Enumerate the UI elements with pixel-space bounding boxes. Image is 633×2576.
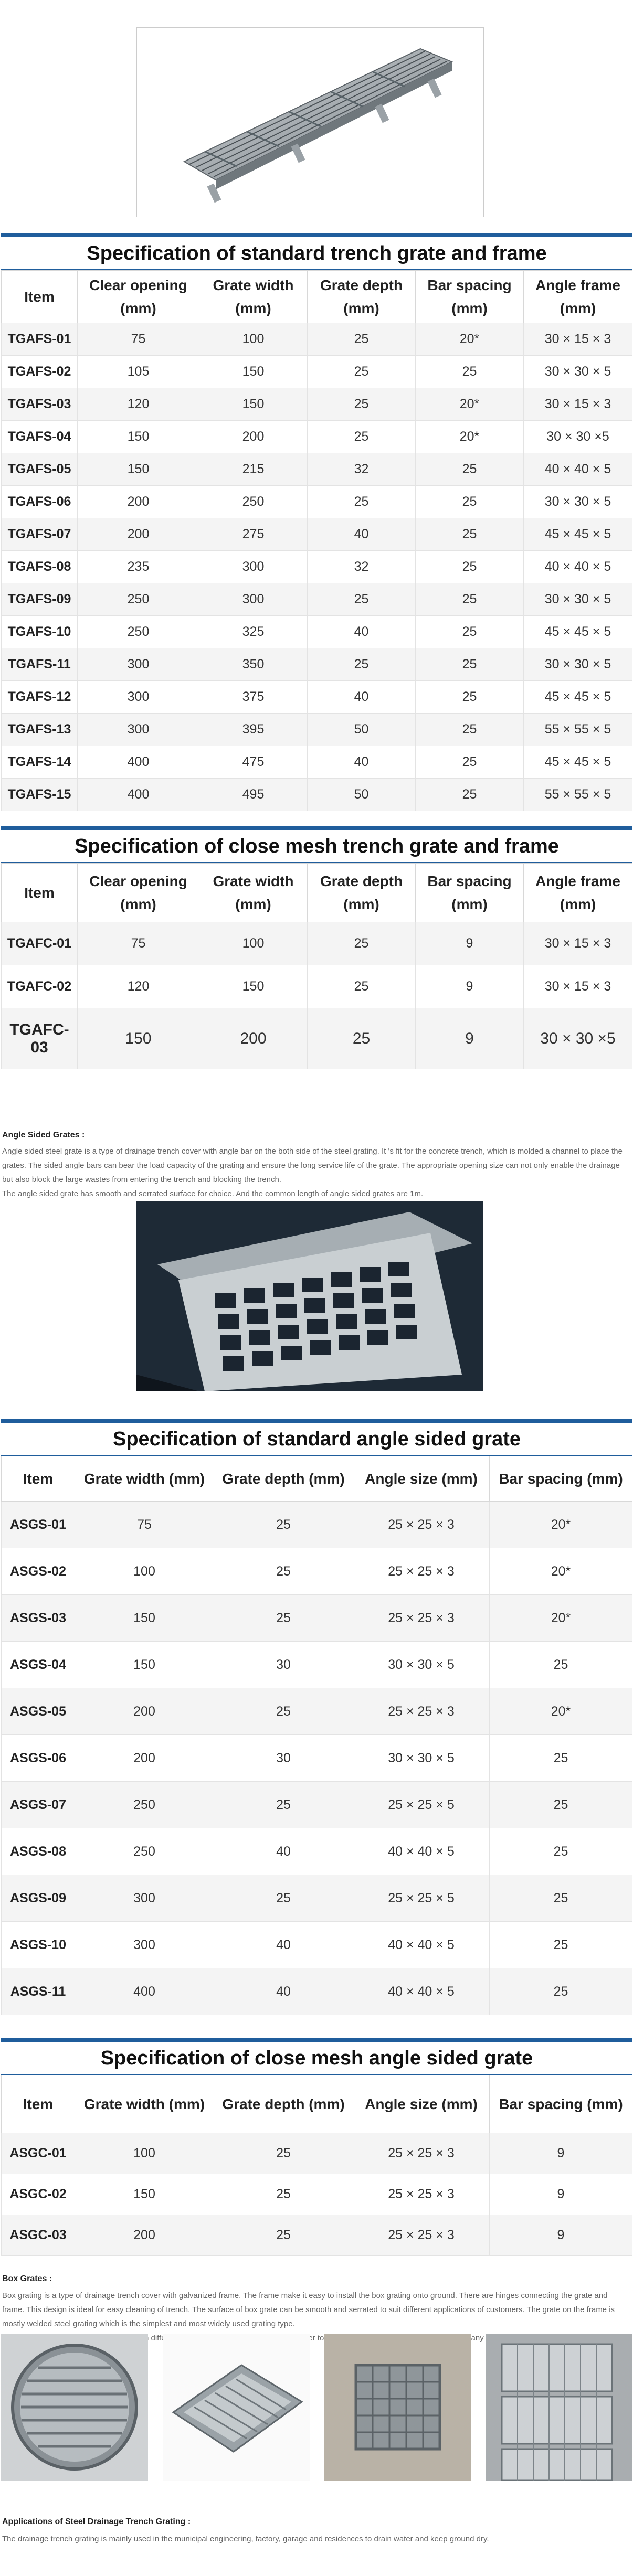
spec-value-cell: 32 [308,551,416,583]
spec-value-cell: 475 [199,746,308,779]
column-header-grate-width: Grate width (mm) [75,2075,214,2133]
table-row [2,583,632,616]
spec-value-cell: 25 [308,922,416,965]
column-header-grate-depth: Grate depth (mm) [308,864,416,922]
spec-value-cell: 20* [416,421,524,453]
spec-value-cell: 400 [78,746,199,779]
spec-value-cell: 250 [75,1828,214,1875]
spec-value-cell: 25 [416,356,524,388]
item-code-cell: TGAFS-01 [2,323,78,356]
spec-value-cell: 100 [75,2133,214,2174]
spec-value-cell: 45 × 45 × 5 [524,616,632,648]
spec-value-cell: 25 [214,1782,353,1828]
table-row [2,1875,632,1922]
spec-value-cell: 250 [78,583,199,616]
spec-value-cell: 100 [199,323,308,356]
spec-value-cell: 25 [308,486,416,518]
spec-value-cell: 25 × 25 × 3 [353,1688,490,1735]
item-code-cell: ASGS-09 [2,1875,75,1922]
standard-trench-grate-table [1,233,632,811]
spec-value-cell: 30 × 15 × 3 [524,965,632,1008]
spec-value-cell: 150 [199,356,308,388]
spec-value-cell: 325 [199,616,308,648]
spec-value-cell: 55 × 55 × 5 [524,714,632,746]
spec-value-cell: 150 [78,1008,199,1069]
spec-value-cell: 120 [78,388,199,421]
spec-value-cell: 25 [308,356,416,388]
spec-value-cell: 200 [75,1688,214,1735]
table-row [2,681,632,714]
table-row [2,2133,632,2174]
spec-value-cell: 250 [78,616,199,648]
column-header-bar-spacing: Bar spacing (mm) [490,2075,632,2133]
spec-value-cell: 25 × 25 × 3 [353,2215,490,2256]
spec-value-cell: 30 × 30 × 5 [524,356,632,388]
spec-value-cell: 375 [199,681,308,714]
table-title: Specification of close mesh trench grate and frame [1,826,632,863]
spec-value-cell: 25 [490,1642,632,1688]
spec-value-cell: 235 [78,551,199,583]
spec-value-cell: 75 [78,922,199,965]
table-row [2,714,632,746]
column-header-bar-spacing: Bar spacing (mm) [416,271,524,323]
table-row [2,323,632,356]
spec-value-cell: 40 × 40 × 5 [353,1922,490,1968]
table-row [2,746,632,779]
close-mesh-trench-grate-table [1,826,632,1069]
spec-value-cell: 25 [416,453,524,486]
spec-value-cell: 200 [199,421,308,453]
spec-value-cell: 300 [199,551,308,583]
spec-value-cell: 45 × 45 × 5 [524,518,632,551]
table-row [2,421,632,453]
column-header-angle-size: Angle size (mm) [353,2075,490,2133]
item-code-cell: TGAFC-01 [2,922,78,965]
spec-value-cell: 30 × 30 ×5 [524,1008,632,1069]
item-code-cell: TGAFS-13 [2,714,78,746]
spec-value-cell: 25 [214,1502,353,1548]
table-standard-trench-grate-section [0,233,633,811]
item-code-cell: ASGC-03 [2,2215,75,2256]
spec-value-cell: 395 [199,714,308,746]
column-header-clear-opening: Clear opening (mm) [78,271,199,323]
spec-value-cell: 25 [308,388,416,421]
spec-value-cell: 250 [199,486,308,518]
item-code-cell: TGAFS-02 [2,356,78,388]
spec-value-cell: 20* [490,1502,632,1548]
table-row [2,356,632,388]
table-close-mesh-trench-grate-section [0,826,633,1069]
spec-value-cell: 25 [416,681,524,714]
spec-value-cell: 40 [308,746,416,779]
item-code-cell: TGAFS-04 [2,421,78,453]
spec-value-cell: 25 [214,2133,353,2174]
spec-value-cell: 40 × 40 × 5 [353,1968,490,2015]
spec-value-cell: 55 × 55 × 5 [524,779,632,811]
spec-value-cell: 150 [75,2174,214,2215]
spec-value-cell: 30 × 15 × 3 [524,388,632,421]
spec-value-cell: 300 [199,583,308,616]
spec-value-cell: 215 [199,453,308,486]
spec-value-cell: 40 [214,1968,353,2015]
item-code-cell: TGAFS-12 [2,681,78,714]
table-row [2,1595,632,1642]
table-close-mesh-angle-sided-grate-section [0,2038,633,2256]
table-row [2,1968,632,2015]
spec-value-cell: 30 [214,1735,353,1782]
spec-value-cell: 25 × 25 × 5 [353,1875,490,1922]
column-header-grate-width: Grate width (mm) [199,271,308,323]
paragraph: The angle sided grate has smooth and serrated surface for choice. And the common length of angle sided grates are 1m. [2,1189,424,1198]
paragraph: to any [317,2334,484,2343]
table-row [2,1548,632,1595]
column-header-item: Item [2,864,78,922]
item-code-cell: TGAFS-03 [2,388,78,421]
item-code-cell: TGAFS-05 [2,453,78,486]
spec-value-cell: 20* [490,1595,632,1642]
spec-value-cell: 30 [214,1642,353,1688]
standard-angle-sided-grate-table [1,1419,632,2015]
table-row [2,1735,632,1782]
spec-value-cell: 9 [416,922,524,965]
spec-value-cell: 25 [308,421,416,453]
item-code-cell: TGAFC-02 [2,965,78,1008]
table-row [2,648,632,681]
box-grates-heading: Box Grates : [2,2274,52,2283]
spec-value-cell: 30 × 15 × 3 [524,922,632,965]
spec-value-cell: 9 [490,2215,632,2256]
spec-value-cell: 495 [199,779,308,811]
spec-value-cell: 350 [199,648,308,681]
table-title: Specification of close mesh angle sided grate [1,2038,632,2075]
column-header-bar-spacing: Bar spacing (mm) [490,1456,632,1502]
spec-value-cell: 9 [416,965,524,1008]
spec-value-cell: 40 [308,616,416,648]
spec-value-cell: 25 [490,1968,632,2015]
spec-value-cell: 25 × 25 × 5 [353,1782,490,1828]
spec-value-cell: 30 × 30 ×5 [524,421,632,453]
spec-value-cell: 400 [75,1968,214,2015]
applications-heading: Applications of Steel Drainage Trench Grating : [2,2517,191,2526]
spec-value-cell: 30 × 15 × 3 [524,323,632,356]
spec-value-cell: 300 [75,1875,214,1922]
item-code-cell: ASGC-01 [2,2133,75,2174]
item-code-cell: ASGS-03 [2,1595,75,1642]
table-row [2,551,632,583]
table-row [2,1642,632,1688]
table-title: Specification of standard angle sided grate [1,1419,632,1456]
installed-box-grate-image [324,2334,471,2481]
spec-value-cell: 30 × 30 × 5 [524,486,632,518]
spec-value-cell: 25 [214,1548,353,1595]
spec-value-cell: 40 × 40 × 5 [524,551,632,583]
table-row [2,518,632,551]
spec-value-cell: 25 [416,486,524,518]
item-code-cell: TGAFS-14 [2,746,78,779]
table-row [2,922,632,965]
column-header-grate-depth: Grate depth (mm) [214,2075,353,2133]
spec-value-cell: 150 [78,453,199,486]
item-code-cell: ASGC-02 [2,2174,75,2215]
item-code-cell: ASGS-01 [2,1502,75,1548]
spec-value-cell: 20* [490,1548,632,1595]
item-code-cell: ASGS-02 [2,1548,75,1595]
spec-value-cell: 25 [490,1875,632,1922]
column-header-bar-spacing: Bar spacing (mm) [416,864,524,922]
spec-value-cell: 25 [214,1688,353,1735]
column-header-grate-depth: Grate depth (mm) [308,271,416,323]
item-code-cell: TGAFS-15 [2,779,78,811]
spec-value-cell: 25 [416,583,524,616]
spec-value-cell: 30 × 30 × 5 [353,1735,490,1782]
spec-value-cell: 40 × 40 × 5 [353,1828,490,1875]
spec-value-cell: 150 [75,1595,214,1642]
angle-sided-grate-image [136,1201,483,1391]
spec-value-cell: 40 [214,1922,353,1968]
item-code-cell: ASGS-10 [2,1922,75,1968]
spec-value-cell: 25 [308,965,416,1008]
spec-value-cell: 45 × 45 × 5 [524,681,632,714]
table-row [2,2174,632,2215]
spec-value-cell: 200 [75,2215,214,2256]
spec-value-cell: 25 [416,714,524,746]
spec-value-cell: 100 [75,1548,214,1595]
table-row [2,779,632,811]
item-code-cell: TGAFS-06 [2,486,78,518]
table-row [2,2215,632,2256]
spec-value-cell: 40 [308,681,416,714]
spec-value-cell: 32 [308,453,416,486]
spec-value-cell: 25 [308,323,416,356]
spec-value-cell: 45 × 45 × 5 [524,746,632,779]
spec-value-cell: 200 [199,1008,308,1069]
galvanized-box-grates-image [486,2334,632,2481]
spec-value-cell: 25 [308,648,416,681]
spec-value-cell: 40 [308,518,416,551]
spec-value-cell: 150 [75,1642,214,1688]
column-header-grate-depth: Grate depth (mm) [214,1456,353,1502]
spec-value-cell: 40 × 40 × 5 [524,453,632,486]
spec-value-cell: 300 [75,1922,214,1968]
spec-value-cell: 25 [416,616,524,648]
spec-value-cell: 25 [308,1008,416,1069]
paragraph: The drainage trench grating is mainly used in the municipal engineering, factory, garage and residences to drain water and keep ground dry. [2,2535,489,2543]
angle-sided-grates-heading: Angle Sided Grates : [2,1131,85,1140]
paragraph: Angle sided steel grate is a type of drainage trench cover with angle bar on the both side of the steel grating. It 's fit for the concrete trench, which is molded a channel to place the grates. The sided angle bars can bear the load capacity of the grating and ensure the long service life of the grate. The appropriate opening size can not only enable the drainage but also block the large wastes from entering the trench and blocking the trench. [2,1147,623,1184]
table-row [2,453,632,486]
item-code-cell: ASGS-11 [2,1968,75,2015]
spec-value-cell: 25 [490,1922,632,1968]
column-header-clear-opening: Clear opening (mm) [78,864,199,922]
spec-value-cell: 25 [214,2174,353,2215]
item-code-cell: TGAFS-07 [2,518,78,551]
spec-value-cell: 20* [416,388,524,421]
spec-value-cell: 30 × 30 × 5 [524,583,632,616]
round-box-grate-image [1,2334,148,2481]
spec-value-cell: 120 [78,965,199,1008]
hero-trench-grate-image [136,27,484,217]
spec-value-cell: 300 [78,681,199,714]
table-row [2,616,632,648]
table-row [2,1828,632,1875]
item-code-cell: TGAFC-03 [2,1008,78,1069]
column-header-grate-width: Grate width (mm) [199,864,308,922]
column-header-angle-size: Angle size (mm) [353,1456,490,1502]
spec-value-cell: 200 [78,518,199,551]
spec-value-cell: 150 [78,421,199,453]
spec-value-cell: 25 [308,583,416,616]
spec-value-cell: 25 [214,1875,353,1922]
table-row [2,965,632,1008]
spec-value-cell: 400 [78,779,199,811]
spec-value-cell: 25 × 25 × 3 [353,1595,490,1642]
table-row [2,486,632,518]
item-code-cell: ASGS-07 [2,1782,75,1828]
paragraph: Box grating is a type of drainage trench cover with galvanized frame. The frame make it easy to install the box grating onto ground. There are hinges connecting the grate and frame. This design is ideal for easy cleaning of trench. The surface of box grate can be smooth and serrated to suit different applications of customers. The grate on the frame is mostly welded steel grating which is the simplest and most widely used grating type. [2,2291,615,2328]
item-code-cell: ASGS-06 [2,1735,75,1782]
spec-value-cell: 150 [199,965,308,1008]
spec-value-cell: 50 [308,779,416,811]
spec-value-cell: 275 [199,518,308,551]
column-header-item: Item [2,1456,75,1502]
table-standard-angle-sided-grate-section [0,1419,633,2015]
column-header-angle-frame: Angle frame (mm) [524,864,632,922]
column-header-item: Item [2,271,78,323]
spec-value-cell: 50 [308,714,416,746]
spec-value-cell: 25 [490,1828,632,1875]
square-box-grate-image [163,2334,310,2481]
spec-value-cell: 9 [490,2133,632,2174]
table-row [2,1688,632,1735]
spec-value-cell: 30 × 30 × 5 [353,1642,490,1688]
spec-value-cell: 25 × 25 × 3 [353,2174,490,2215]
angle-sided-grates-text [2,1144,627,1201]
spec-value-cell: 25 × 25 × 3 [353,1502,490,1548]
applications-text [2,2532,627,2546]
spec-value-cell: 25 × 25 × 3 [353,2133,490,2174]
spec-value-cell: 300 [78,648,199,681]
spec-value-cell: 100 [199,922,308,965]
spec-value-cell: 25 [490,1735,632,1782]
item-code-cell: ASGS-05 [2,1688,75,1735]
table-row [2,1922,632,1968]
item-code-cell: TGAFS-09 [2,583,78,616]
spec-value-cell: 75 [75,1502,214,1548]
spec-value-cell: 25 [490,1782,632,1828]
spec-value-cell: 9 [490,2174,632,2215]
item-code-cell: TGAFS-10 [2,616,78,648]
table-row [2,1782,632,1828]
spec-value-cell: 20* [416,323,524,356]
spec-value-cell: 200 [78,486,199,518]
table-row [2,1008,632,1069]
spec-value-cell: 75 [78,323,199,356]
spec-value-cell: 30 × 30 × 5 [524,648,632,681]
spec-value-cell: 300 [78,714,199,746]
item-code-cell: ASGS-08 [2,1828,75,1875]
table-title: Specification of standard trench grate and frame [1,233,632,270]
spec-value-cell: 105 [78,356,199,388]
table-row [2,1502,632,1548]
spec-value-cell: 20* [490,1688,632,1735]
close-mesh-angle-sided-grate-table [1,2038,632,2256]
spec-value-cell: 25 [416,518,524,551]
spec-value-cell: 25 [416,551,524,583]
item-code-cell: ASGS-04 [2,1642,75,1688]
spec-value-cell: 200 [75,1735,214,1782]
column-header-item: Item [2,2075,75,2133]
spec-value-cell: 25 × 25 × 3 [353,1548,490,1595]
column-header-grate-width: Grate width (mm) [75,1456,214,1502]
item-code-cell: TGAFS-11 [2,648,78,681]
spec-value-cell: 40 [214,1828,353,1875]
column-header-angle-frame: Angle frame (mm) [524,271,632,323]
spec-value-cell: 150 [199,388,308,421]
spec-value-cell: 25 [416,779,524,811]
spec-value-cell: 25 [416,746,524,779]
spec-value-cell: 25 [214,2215,353,2256]
spec-value-cell: 9 [416,1008,524,1069]
spec-value-cell: 250 [75,1782,214,1828]
spec-value-cell: 25 [214,1595,353,1642]
table-row [2,388,632,421]
spec-value-cell: 25 [416,648,524,681]
item-code-cell: TGAFS-08 [2,551,78,583]
